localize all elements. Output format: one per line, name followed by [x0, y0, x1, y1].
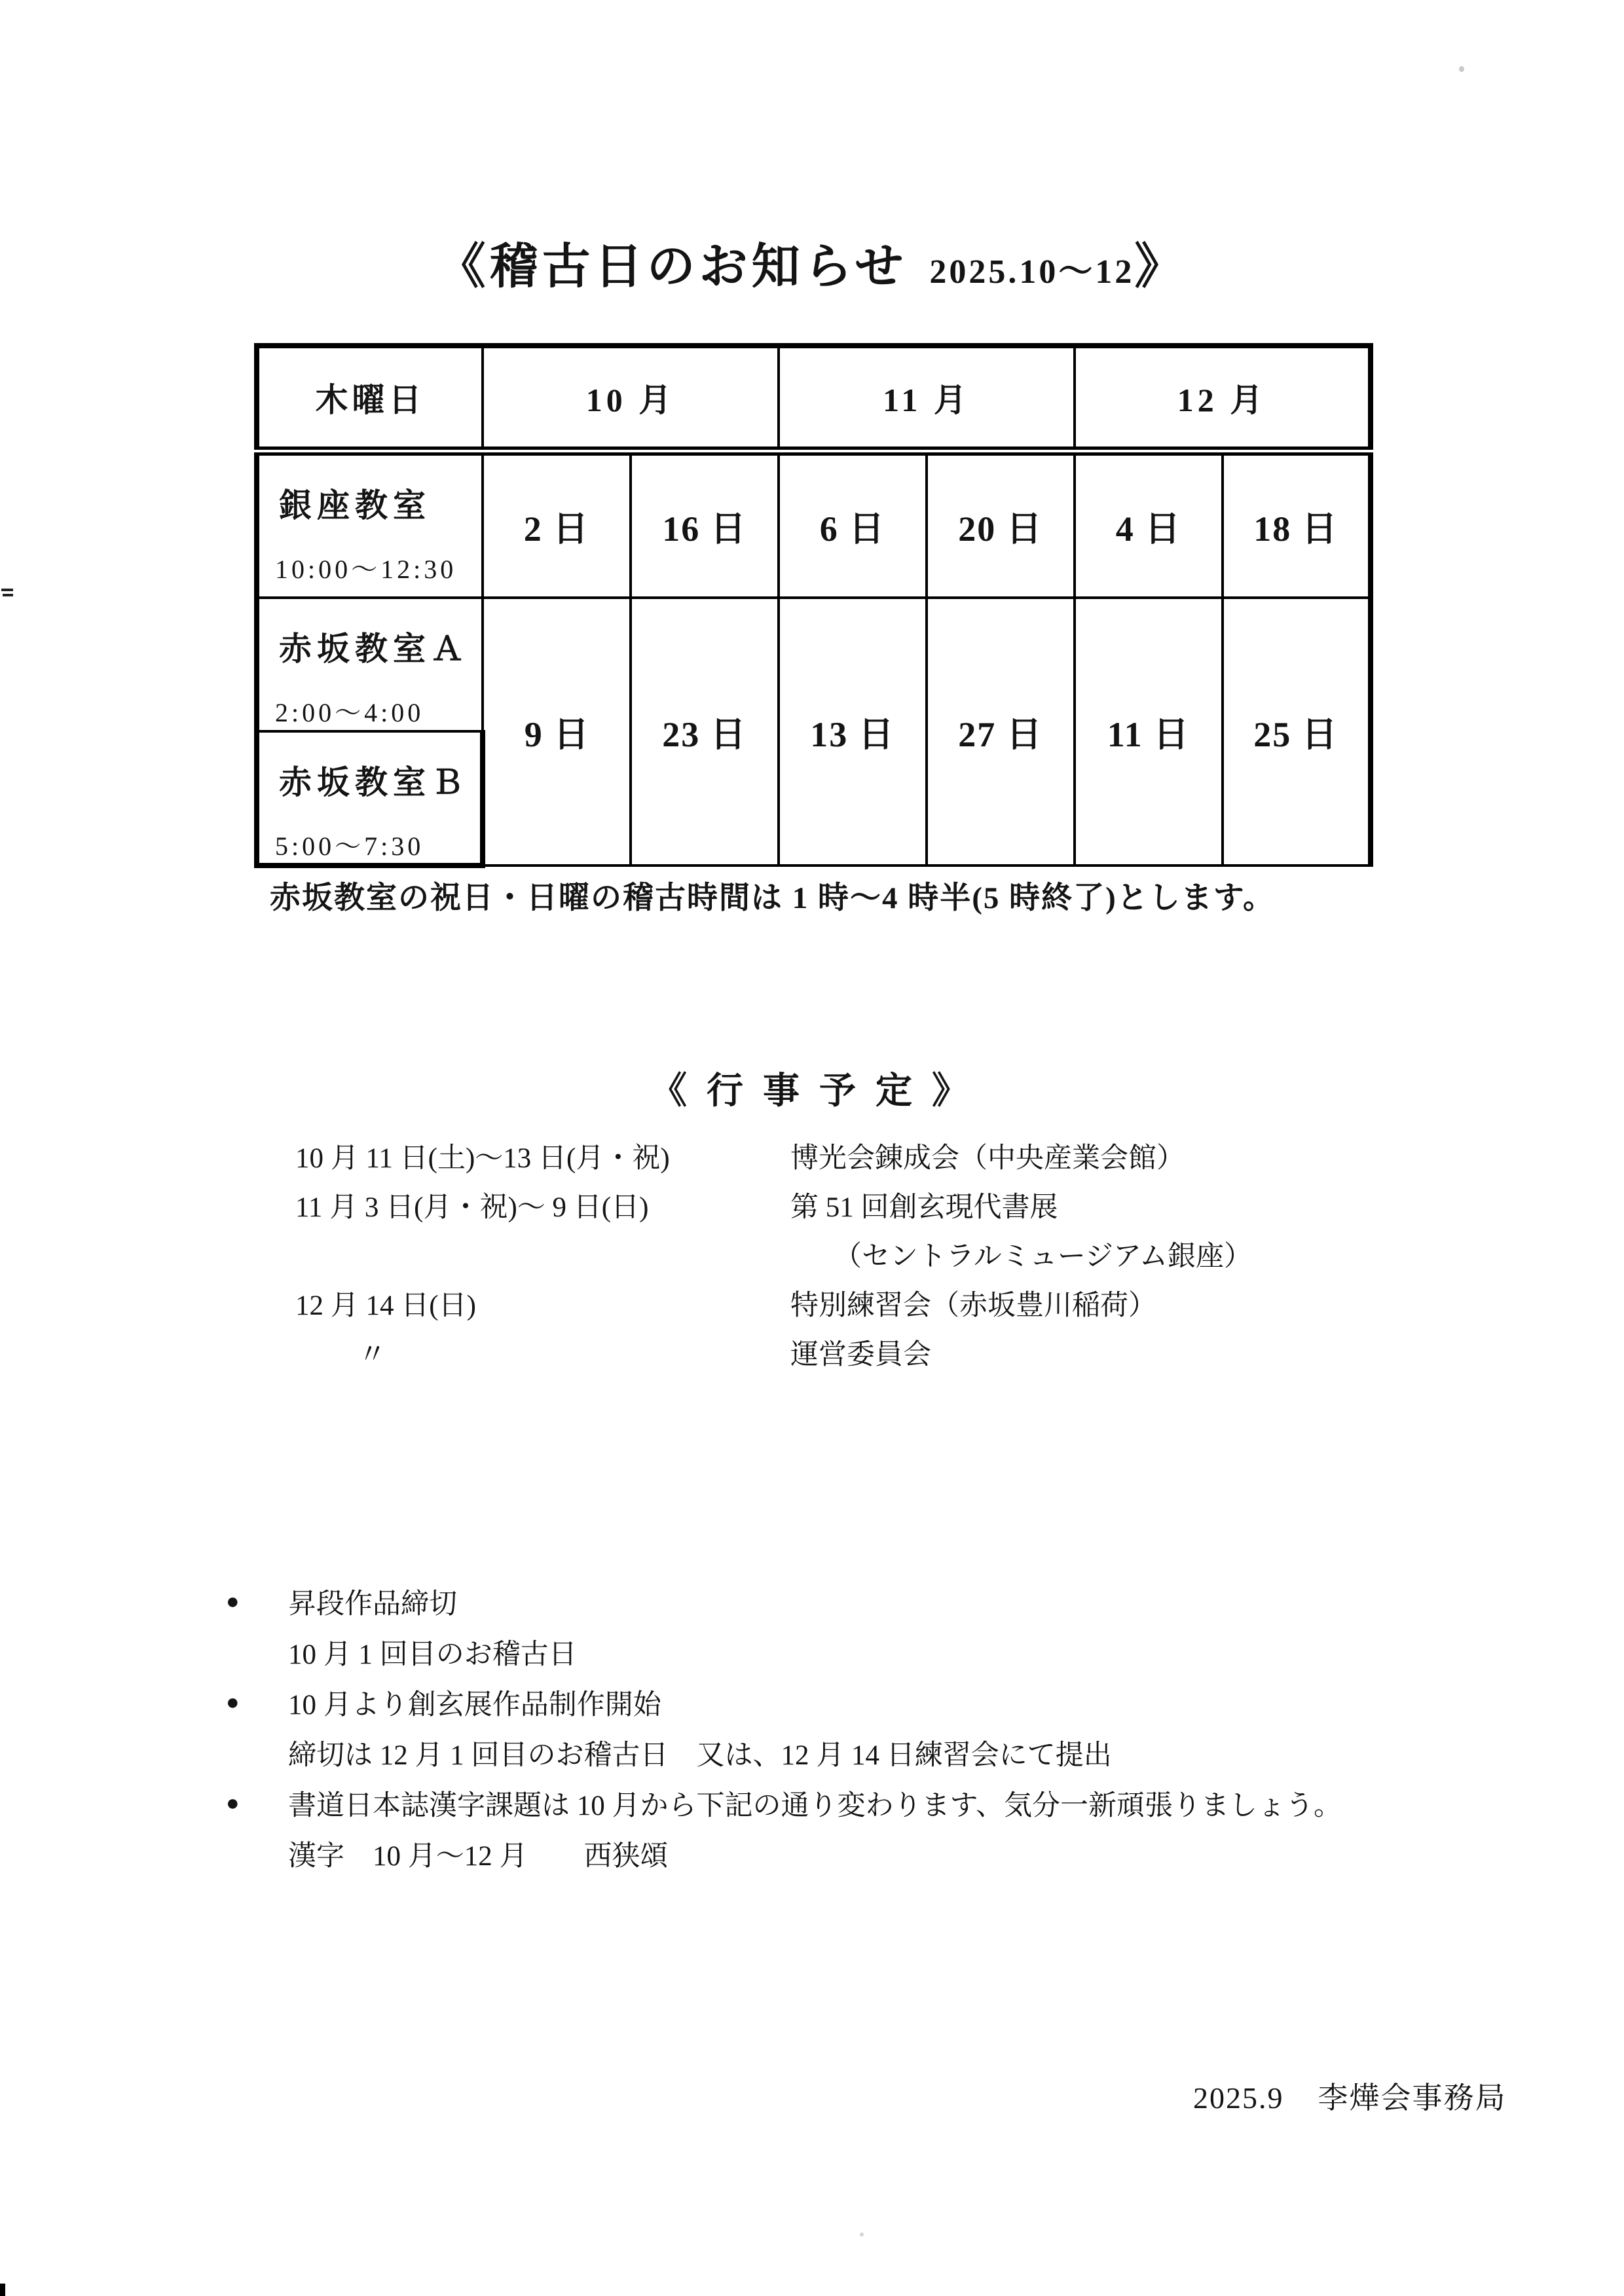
note-item-subline — [226, 1728, 1342, 1778]
footer-organization: 李燁会事務局 — [1318, 2081, 1507, 2115]
date-cell: 4 日 — [1075, 451, 1223, 598]
page-title-close: 》 — [1134, 240, 1187, 294]
classroom-time: 10:00〜12:30 — [275, 555, 457, 584]
event-row — [295, 1180, 1252, 1230]
event-description: 特別練習会（赤坂豊川稲荷） — [790, 1290, 1156, 1321]
date-cell-merged: 9 日 — [483, 598, 631, 866]
event-date: 12 月 14 日(日) — [295, 1290, 476, 1321]
schedule-note: 赤坂教室の祝日・日曜の稽古時間は 1 時〜4 時半(5 時終了)とします。 — [270, 881, 1276, 915]
events-list — [295, 1131, 1252, 1377]
classroom-name: 銀座教室 — [279, 487, 431, 524]
event-description: （セントラルミュージアム銀座） — [834, 1241, 1252, 1272]
day-header-cell: 木曜日 — [257, 346, 483, 451]
note-item-text: 10 月 1 回目のお稽古日 — [288, 1639, 577, 1670]
scan-artifact — [3, 594, 13, 596]
scan-artifact — [860, 2232, 864, 2236]
table-row-ginza — [257, 451, 1371, 598]
date-cell-merged: 13 日 — [779, 598, 927, 866]
date-cell-merged: 27 日 — [927, 598, 1075, 866]
scan-artifact — [1, 589, 13, 591]
note-item-text: 締切は 12 月 1 回目のお稽古日 又は、12 月 14 日練習会にて提出 — [288, 1740, 1112, 1771]
month-header-december: 12 月 — [1075, 346, 1371, 451]
date-cell: 18 日 — [1223, 451, 1371, 598]
event-description: 第 51 回創玄現代書展 — [790, 1192, 1058, 1223]
event-row — [295, 1230, 1252, 1279]
classroom-cell-akasaka-b — [257, 731, 483, 866]
note-item-text: 昇段作品締切 — [288, 1589, 457, 1620]
bullet-icon: ● — [226, 1589, 240, 1614]
month-header-october: 10 月 — [483, 346, 779, 451]
page-title — [0, 228, 1624, 297]
note-item-text: 10 月より創玄展作品制作開始 — [288, 1690, 661, 1721]
event-date-ditto-mark: 〃 — [358, 1339, 386, 1370]
note-item-subline — [226, 1627, 1342, 1677]
notes-list — [226, 1576, 1342, 1879]
note-item — [226, 1677, 1342, 1728]
date-cell: 2 日 — [483, 451, 631, 598]
note-item — [226, 1576, 1342, 1627]
classroom-time: 2:00〜4:00 — [275, 698, 424, 727]
date-cell: 20 日 — [927, 451, 1075, 598]
bullet-icon: ● — [226, 1690, 240, 1715]
date-cell: 6 日 — [779, 451, 927, 598]
note-item — [226, 1778, 1342, 1829]
note-item-text: 書道日本誌漢字課題は 10 月から下記の通り変わります、気分一新頑張りましょう。 — [288, 1791, 1342, 1821]
bullet-icon: ● — [226, 1791, 240, 1815]
event-date: 10 月 11 日(土)〜13 日(月・祝) — [295, 1143, 670, 1174]
table-row-akasaka-a — [257, 598, 1371, 731]
event-row — [295, 1328, 1252, 1377]
classroom-time: 5:00〜7:30 — [275, 831, 424, 861]
footer-date: 2025.9 — [1193, 2081, 1284, 2115]
footer-signature — [1193, 2074, 1507, 2117]
table-header-row — [257, 346, 1371, 451]
date-cell-merged: 11 日 — [1075, 598, 1223, 866]
classroom-cell-ginza — [257, 451, 483, 598]
event-row — [295, 1279, 1252, 1328]
note-item-text: 漢字 10 月〜12 月 西狭頌 — [288, 1841, 669, 1872]
practice-schedule-table — [254, 343, 1373, 868]
date-cell-merged: 23 日 — [631, 598, 779, 866]
page-title-date: 2025.10〜12 — [929, 253, 1135, 291]
date-cell-merged: 25 日 — [1223, 598, 1371, 866]
event-date: 11 月 3 日(月・祝)〜 9 日(日) — [295, 1192, 649, 1223]
classroom-cell-akasaka-a — [257, 598, 483, 731]
scan-artifact — [0, 2284, 5, 2296]
event-row — [295, 1131, 1252, 1180]
date-cell: 16 日 — [631, 451, 779, 598]
scan-artifact — [1459, 66, 1464, 72]
classroom-name: 赤坂教室Ｂ — [279, 764, 469, 801]
page-title-text: 《稽古日のお知らせ — [437, 240, 908, 294]
month-header-november: 11 月 — [779, 346, 1075, 451]
classroom-name: 赤坂教室Ａ — [279, 630, 469, 667]
event-description: 博光会錬成会（中央産業会館） — [790, 1143, 1185, 1174]
note-item-subline — [226, 1829, 1342, 1879]
events-section-heading: 《 行 事 予 定 》 — [650, 1071, 974, 1112]
event-description: 運営委員会 — [790, 1339, 931, 1370]
